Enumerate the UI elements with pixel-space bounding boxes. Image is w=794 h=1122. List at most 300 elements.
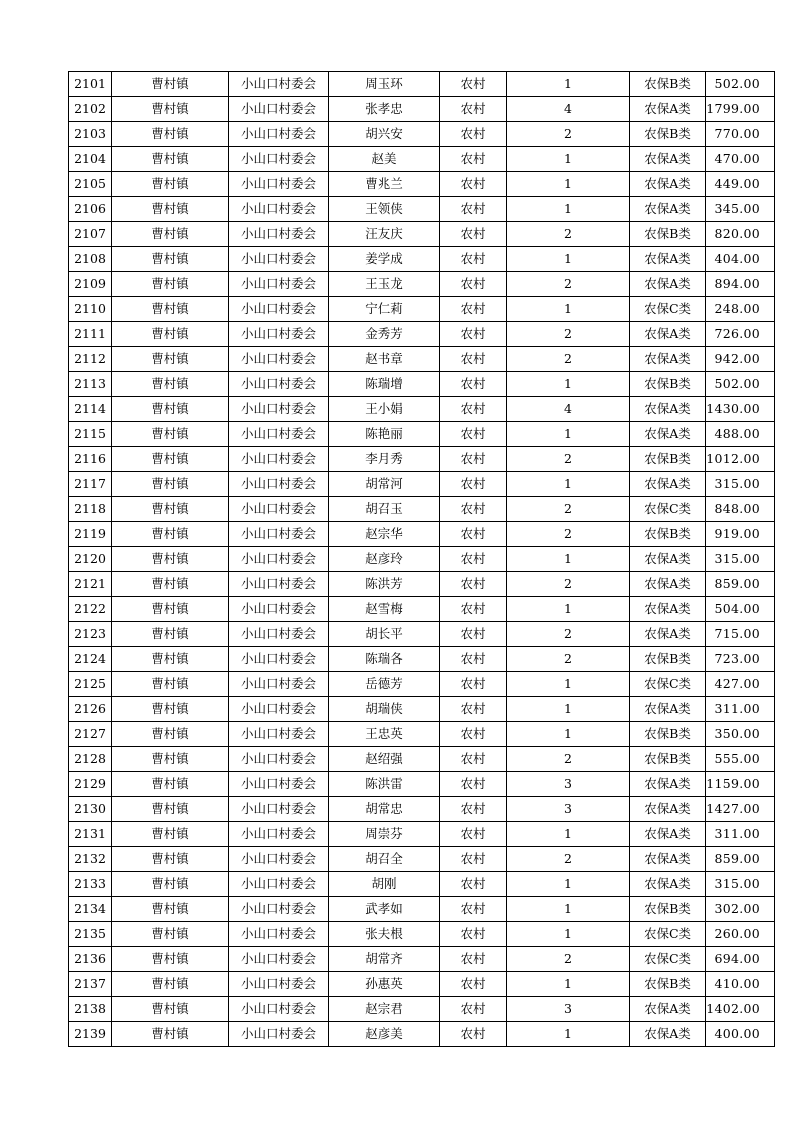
village-committee-cell: 小山口村委会 <box>229 97 329 122</box>
category-cell: 农保A类 <box>630 572 706 597</box>
area-type-cell: 农村 <box>440 297 507 322</box>
name-cell: 胡召全 <box>329 847 440 872</box>
category-cell: 农保B类 <box>630 722 706 747</box>
category-cell: 农保A类 <box>630 422 706 447</box>
household-size-cell: 2 <box>507 847 630 872</box>
name-cell: 周崇芬 <box>329 822 440 847</box>
category-cell: 农保A类 <box>630 1022 706 1047</box>
category-cell: 农保A类 <box>630 322 706 347</box>
name-cell: 宁仁莉 <box>329 297 440 322</box>
town-cell: 曹村镇 <box>112 72 229 97</box>
category-cell: 农保A类 <box>630 847 706 872</box>
row-number: 2138 <box>69 997 112 1022</box>
name-cell: 陈瑞各 <box>329 647 440 672</box>
table-row <box>69 647 775 672</box>
village-committee-cell: 小山口村委会 <box>229 972 329 997</box>
name-cell: 孙惠英 <box>329 972 440 997</box>
area-type-cell: 农村 <box>440 747 507 772</box>
name-cell: 胡瑞侠 <box>329 697 440 722</box>
category-cell: 农保A类 <box>630 347 706 372</box>
amount-cell: 1012.00 <box>706 447 775 472</box>
area-type-cell: 农村 <box>440 872 507 897</box>
town-cell: 曹村镇 <box>112 222 229 247</box>
amount-cell: 1427.00 <box>706 797 775 822</box>
town-cell: 曹村镇 <box>112 397 229 422</box>
name-cell: 赵雪梅 <box>329 597 440 622</box>
name-cell: 王玉龙 <box>329 272 440 297</box>
row-number: 2113 <box>69 372 112 397</box>
village-committee-cell: 小山口村委会 <box>229 997 329 1022</box>
table-row <box>69 822 775 847</box>
area-type-cell: 农村 <box>440 397 507 422</box>
village-committee-cell: 小山口村委会 <box>229 172 329 197</box>
name-cell: 赵宗君 <box>329 997 440 1022</box>
category-cell: 农保A类 <box>630 622 706 647</box>
town-cell: 曹村镇 <box>112 572 229 597</box>
amount-cell: 848.00 <box>706 497 775 522</box>
village-committee-cell: 小山口村委会 <box>229 947 329 972</box>
area-type-cell: 农村 <box>440 647 507 672</box>
category-cell: 农保B类 <box>630 122 706 147</box>
area-type-cell: 农村 <box>440 597 507 622</box>
row-number: 2136 <box>69 947 112 972</box>
table-row <box>69 147 775 172</box>
household-size-cell: 2 <box>507 497 630 522</box>
town-cell: 曹村镇 <box>112 122 229 147</box>
area-type-cell: 农村 <box>440 972 507 997</box>
village-committee-cell: 小山口村委会 <box>229 722 329 747</box>
village-committee-cell: 小山口村委会 <box>229 197 329 222</box>
area-type-cell: 农村 <box>440 572 507 597</box>
category-cell: 农保A类 <box>630 797 706 822</box>
category-cell: 农保B类 <box>630 897 706 922</box>
household-size-cell: 1 <box>507 697 630 722</box>
table-row <box>69 247 775 272</box>
row-number: 2137 <box>69 972 112 997</box>
household-size-cell: 1 <box>507 422 630 447</box>
category-cell: 农保A类 <box>630 197 706 222</box>
amount-cell: 400.00 <box>706 1022 775 1047</box>
name-cell: 王小娟 <box>329 397 440 422</box>
area-type-cell: 农村 <box>440 72 507 97</box>
amount-cell: 894.00 <box>706 272 775 297</box>
name-cell: 胡兴安 <box>329 122 440 147</box>
amount-cell: 404.00 <box>706 247 775 272</box>
row-number: 2128 <box>69 747 112 772</box>
household-size-cell: 1 <box>507 872 630 897</box>
area-type-cell: 农村 <box>440 272 507 297</box>
amount-cell: 1799.00 <box>706 97 775 122</box>
name-cell: 王领侠 <box>329 197 440 222</box>
village-committee-cell: 小山口村委会 <box>229 372 329 397</box>
household-size-cell: 4 <box>507 397 630 422</box>
village-committee-cell: 小山口村委会 <box>229 347 329 372</box>
village-committee-cell: 小山口村委会 <box>229 522 329 547</box>
category-cell: 农保C类 <box>630 947 706 972</box>
town-cell: 曹村镇 <box>112 197 229 222</box>
household-size-cell: 1 <box>507 722 630 747</box>
category-cell: 农保B类 <box>630 447 706 472</box>
table-row <box>69 172 775 197</box>
row-number: 2127 <box>69 722 112 747</box>
town-cell: 曹村镇 <box>112 97 229 122</box>
household-size-cell: 3 <box>507 772 630 797</box>
row-number: 2122 <box>69 597 112 622</box>
row-number: 2111 <box>69 322 112 347</box>
name-cell: 王忠英 <box>329 722 440 747</box>
town-cell: 曹村镇 <box>112 247 229 272</box>
amount-cell: 315.00 <box>706 872 775 897</box>
area-type-cell: 农村 <box>440 347 507 372</box>
row-number: 2135 <box>69 922 112 947</box>
row-number: 2114 <box>69 397 112 422</box>
area-type-cell: 农村 <box>440 122 507 147</box>
table-row <box>69 197 775 222</box>
village-committee-cell: 小山口村委会 <box>229 422 329 447</box>
category-cell: 农保A类 <box>630 172 706 197</box>
row-number: 2105 <box>69 172 112 197</box>
town-cell: 曹村镇 <box>112 722 229 747</box>
household-size-cell: 2 <box>507 747 630 772</box>
village-committee-cell: 小山口村委会 <box>229 72 329 97</box>
village-committee-cell: 小山口村委会 <box>229 797 329 822</box>
name-cell: 曹兆兰 <box>329 172 440 197</box>
table-row <box>69 422 775 447</box>
category-cell: 农保B类 <box>630 522 706 547</box>
amount-cell: 427.00 <box>706 672 775 697</box>
row-number: 2119 <box>69 522 112 547</box>
category-cell: 农保B类 <box>630 972 706 997</box>
household-size-cell: 1 <box>507 372 630 397</box>
row-number: 2131 <box>69 822 112 847</box>
area-type-cell: 农村 <box>440 997 507 1022</box>
household-size-cell: 2 <box>507 622 630 647</box>
household-size-cell: 1 <box>507 897 630 922</box>
name-cell: 汪友庆 <box>329 222 440 247</box>
amount-cell: 470.00 <box>706 147 775 172</box>
table-row <box>69 622 775 647</box>
category-cell: 农保C类 <box>630 497 706 522</box>
area-type-cell: 农村 <box>440 322 507 347</box>
row-number: 2117 <box>69 472 112 497</box>
household-size-cell: 1 <box>507 172 630 197</box>
household-size-cell: 2 <box>507 572 630 597</box>
name-cell: 陈艳丽 <box>329 422 440 447</box>
table-body <box>69 72 775 1047</box>
category-cell: 农保B类 <box>630 72 706 97</box>
household-size-cell: 1 <box>507 1022 630 1047</box>
village-committee-cell: 小山口村委会 <box>229 222 329 247</box>
village-committee-cell: 小山口村委会 <box>229 597 329 622</box>
village-committee-cell: 小山口村委会 <box>229 772 329 797</box>
village-committee-cell: 小山口村委会 <box>229 647 329 672</box>
relief-roster-table <box>68 71 775 1047</box>
category-cell: 农保A类 <box>630 772 706 797</box>
table-row <box>69 1022 775 1047</box>
household-size-cell: 2 <box>507 272 630 297</box>
area-type-cell: 农村 <box>440 697 507 722</box>
name-cell: 胡长平 <box>329 622 440 647</box>
area-type-cell: 农村 <box>440 1022 507 1047</box>
area-type-cell: 农村 <box>440 97 507 122</box>
village-committee-cell: 小山口村委会 <box>229 322 329 347</box>
amount-cell: 919.00 <box>706 522 775 547</box>
area-type-cell: 农村 <box>440 822 507 847</box>
table-row <box>69 447 775 472</box>
table-row <box>69 922 775 947</box>
amount-cell: 449.00 <box>706 172 775 197</box>
category-cell: 农保A类 <box>630 397 706 422</box>
row-number: 2104 <box>69 147 112 172</box>
town-cell: 曹村镇 <box>112 597 229 622</box>
household-size-cell: 2 <box>507 347 630 372</box>
category-cell: 农保A类 <box>630 997 706 1022</box>
name-cell: 武孝如 <box>329 897 440 922</box>
household-size-cell: 3 <box>507 997 630 1022</box>
area-type-cell: 农村 <box>440 947 507 972</box>
town-cell: 曹村镇 <box>112 897 229 922</box>
area-type-cell: 农村 <box>440 722 507 747</box>
area-type-cell: 农村 <box>440 797 507 822</box>
area-type-cell: 农村 <box>440 372 507 397</box>
table-row <box>69 872 775 897</box>
town-cell: 曹村镇 <box>112 697 229 722</box>
table-row <box>69 572 775 597</box>
village-committee-cell: 小山口村委会 <box>229 497 329 522</box>
category-cell: 农保A类 <box>630 147 706 172</box>
village-committee-cell: 小山口村委会 <box>229 847 329 872</box>
table-row <box>69 947 775 972</box>
table-row <box>69 522 775 547</box>
town-cell: 曹村镇 <box>112 497 229 522</box>
household-size-cell: 1 <box>507 922 630 947</box>
table-row <box>69 272 775 297</box>
amount-cell: 555.00 <box>706 747 775 772</box>
row-number: 2110 <box>69 297 112 322</box>
village-committee-cell: 小山口村委会 <box>229 247 329 272</box>
table-row <box>69 772 775 797</box>
row-number: 2126 <box>69 697 112 722</box>
household-size-cell: 2 <box>507 447 630 472</box>
amount-cell: 1430.00 <box>706 397 775 422</box>
town-cell: 曹村镇 <box>112 547 229 572</box>
village-committee-cell: 小山口村委会 <box>229 672 329 697</box>
town-cell: 曹村镇 <box>112 272 229 297</box>
table-row <box>69 547 775 572</box>
village-committee-cell: 小山口村委会 <box>229 922 329 947</box>
name-cell: 陈洪雷 <box>329 772 440 797</box>
table-row <box>69 797 775 822</box>
amount-cell: 942.00 <box>706 347 775 372</box>
town-cell: 曹村镇 <box>112 797 229 822</box>
name-cell: 张夫根 <box>329 922 440 947</box>
table-row <box>69 372 775 397</box>
name-cell: 胡刚 <box>329 872 440 897</box>
town-cell: 曹村镇 <box>112 847 229 872</box>
row-number: 2112 <box>69 347 112 372</box>
household-size-cell: 1 <box>507 822 630 847</box>
category-cell: 农保A类 <box>630 472 706 497</box>
amount-cell: 311.00 <box>706 822 775 847</box>
village-committee-cell: 小山口村委会 <box>229 822 329 847</box>
category-cell: 农保B类 <box>630 647 706 672</box>
household-size-cell: 1 <box>507 297 630 322</box>
village-committee-cell: 小山口村委会 <box>229 122 329 147</box>
town-cell: 曹村镇 <box>112 972 229 997</box>
town-cell: 曹村镇 <box>112 1022 229 1047</box>
household-size-cell: 1 <box>507 672 630 697</box>
row-number: 2134 <box>69 897 112 922</box>
table-row <box>69 497 775 522</box>
row-number: 2102 <box>69 97 112 122</box>
name-cell: 周玉环 <box>329 72 440 97</box>
village-committee-cell: 小山口村委会 <box>229 447 329 472</box>
name-cell: 李月秀 <box>329 447 440 472</box>
row-number: 2130 <box>69 797 112 822</box>
row-number: 2116 <box>69 447 112 472</box>
category-cell: 农保C类 <box>630 922 706 947</box>
amount-cell: 770.00 <box>706 122 775 147</box>
row-number: 2120 <box>69 547 112 572</box>
area-type-cell: 农村 <box>440 672 507 697</box>
name-cell: 金秀芳 <box>329 322 440 347</box>
town-cell: 曹村镇 <box>112 947 229 972</box>
amount-cell: 315.00 <box>706 472 775 497</box>
name-cell: 陈瑞增 <box>329 372 440 397</box>
village-committee-cell: 小山口村委会 <box>229 297 329 322</box>
area-type-cell: 农村 <box>440 522 507 547</box>
row-number: 2106 <box>69 197 112 222</box>
name-cell: 胡常齐 <box>329 947 440 972</box>
area-type-cell: 农村 <box>440 497 507 522</box>
row-number: 2103 <box>69 122 112 147</box>
household-size-cell: 1 <box>507 72 630 97</box>
town-cell: 曹村镇 <box>112 172 229 197</box>
row-number: 2125 <box>69 672 112 697</box>
table-row <box>69 347 775 372</box>
amount-cell: 726.00 <box>706 322 775 347</box>
name-cell: 姜学成 <box>329 247 440 272</box>
area-type-cell: 农村 <box>440 547 507 572</box>
town-cell: 曹村镇 <box>112 772 229 797</box>
area-type-cell: 农村 <box>440 772 507 797</box>
village-committee-cell: 小山口村委会 <box>229 572 329 597</box>
amount-cell: 694.00 <box>706 947 775 972</box>
table-row <box>69 222 775 247</box>
name-cell: 赵彦美 <box>329 1022 440 1047</box>
household-size-cell: 1 <box>507 597 630 622</box>
category-cell: 农保A类 <box>630 822 706 847</box>
table-row <box>69 122 775 147</box>
category-cell: 农保A类 <box>630 547 706 572</box>
table-row <box>69 322 775 347</box>
village-committee-cell: 小山口村委会 <box>229 1022 329 1047</box>
amount-cell: 859.00 <box>706 572 775 597</box>
row-number: 2133 <box>69 872 112 897</box>
amount-cell: 302.00 <box>706 897 775 922</box>
household-size-cell: 1 <box>507 147 630 172</box>
category-cell: 农保B类 <box>630 372 706 397</box>
household-size-cell: 2 <box>507 322 630 347</box>
village-committee-cell: 小山口村委会 <box>229 697 329 722</box>
village-committee-cell: 小山口村委会 <box>229 547 329 572</box>
row-number: 2132 <box>69 847 112 872</box>
town-cell: 曹村镇 <box>112 622 229 647</box>
area-type-cell: 农村 <box>440 922 507 947</box>
area-type-cell: 农村 <box>440 622 507 647</box>
row-number: 2121 <box>69 572 112 597</box>
area-type-cell: 农村 <box>440 422 507 447</box>
amount-cell: 311.00 <box>706 697 775 722</box>
name-cell: 岳德芳 <box>329 672 440 697</box>
town-cell: 曹村镇 <box>112 522 229 547</box>
town-cell: 曹村镇 <box>112 147 229 172</box>
village-committee-cell: 小山口村委会 <box>229 622 329 647</box>
amount-cell: 345.00 <box>706 197 775 222</box>
row-number: 2123 <box>69 622 112 647</box>
table-row <box>69 672 775 697</box>
area-type-cell: 农村 <box>440 847 507 872</box>
town-cell: 曹村镇 <box>112 647 229 672</box>
town-cell: 曹村镇 <box>112 672 229 697</box>
town-cell: 曹村镇 <box>112 447 229 472</box>
amount-cell: 410.00 <box>706 972 775 997</box>
row-number: 2118 <box>69 497 112 522</box>
name-cell: 赵美 <box>329 147 440 172</box>
row-number: 2115 <box>69 422 112 447</box>
table-row <box>69 847 775 872</box>
table-row <box>69 297 775 322</box>
amount-cell: 350.00 <box>706 722 775 747</box>
village-committee-cell: 小山口村委会 <box>229 747 329 772</box>
table-row <box>69 747 775 772</box>
household-size-cell: 1 <box>507 197 630 222</box>
household-size-cell: 2 <box>507 122 630 147</box>
area-type-cell: 农村 <box>440 897 507 922</box>
name-cell: 胡常河 <box>329 472 440 497</box>
amount-cell: 1402.00 <box>706 997 775 1022</box>
category-cell: 农保A类 <box>630 872 706 897</box>
name-cell: 陈洪芳 <box>329 572 440 597</box>
amount-cell: 723.00 <box>706 647 775 672</box>
amount-cell: 260.00 <box>706 922 775 947</box>
category-cell: 农保B类 <box>630 222 706 247</box>
name-cell: 胡常忠 <box>329 797 440 822</box>
row-number: 2101 <box>69 72 112 97</box>
town-cell: 曹村镇 <box>112 922 229 947</box>
town-cell: 曹村镇 <box>112 297 229 322</box>
town-cell: 曹村镇 <box>112 347 229 372</box>
town-cell: 曹村镇 <box>112 997 229 1022</box>
name-cell: 赵绍强 <box>329 747 440 772</box>
area-type-cell: 农村 <box>440 197 507 222</box>
name-cell: 赵彦玲 <box>329 547 440 572</box>
area-type-cell: 农村 <box>440 247 507 272</box>
household-size-cell: 2 <box>507 222 630 247</box>
category-cell: 农保A类 <box>630 247 706 272</box>
amount-cell: 502.00 <box>706 72 775 97</box>
name-cell: 张孝忠 <box>329 97 440 122</box>
row-number: 2109 <box>69 272 112 297</box>
row-number: 2107 <box>69 222 112 247</box>
town-cell: 曹村镇 <box>112 372 229 397</box>
village-committee-cell: 小山口村委会 <box>229 897 329 922</box>
row-number: 2129 <box>69 772 112 797</box>
table-row <box>69 72 775 97</box>
table-row <box>69 897 775 922</box>
town-cell: 曹村镇 <box>112 472 229 497</box>
area-type-cell: 农村 <box>440 472 507 497</box>
